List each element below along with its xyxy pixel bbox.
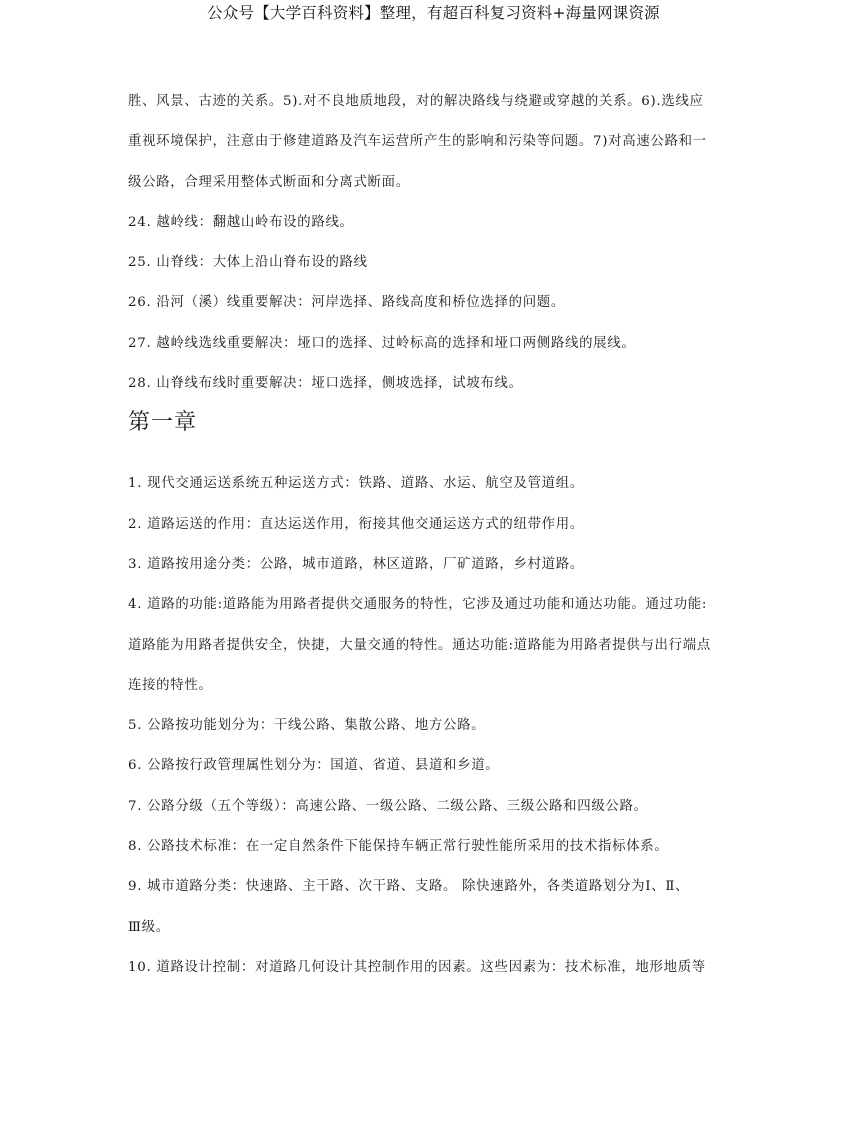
paragraph-line: 连接的特性。 <box>128 677 213 693</box>
list-item-7: 7. 公路分级（五个等级）：高速公路、一级公路、二级公路、三级公路和四级公路。 <box>128 798 648 814</box>
page-header: 公众号【大学百科资料】整理，有超百科复习资料+海量网课资源 <box>207 4 660 22</box>
list-item-27: 27. 越岭线选线重要解决：垭口的选择、过岭标高的选择和垭口两侧路线的展线。 <box>128 335 636 351</box>
list-item-3: 3. 道路按用途分类：公路，城市道路，林区道路，厂矿道路，乡村道路。 <box>128 556 584 572</box>
paragraph-line: 胜、风景、古迹的关系。5).对不良地质地段，对的解决路线与绕避或穿越的关系。6).选线应 <box>128 94 704 109</box>
document-body <box>128 82 748 988</box>
paragraph-line: 道路能为用路者提供安全，快捷，大量交通的特性。通达功能:道路能为用路者提供与出行端点 <box>128 637 711 653</box>
list-item-4: 4. 道路的功能:道路能为用路者提供交通服务的特性，它涉及通过功能和通达功能。通过功能: <box>128 597 708 613</box>
list-item-26: 26. 沿河（溪）线重要解决：河岸选择、路线高度和桥位选择的问题。 <box>128 295 565 311</box>
list-item-1: 1. 现代交通运送系统五种运送方式：铁路、道路、水运、航空及管道组。 <box>128 476 584 492</box>
list-item-10: 10. 道路设计控制：对道路几何设计其控制作用的因素。这些因素为：技术标准，地形地质等 <box>128 959 706 975</box>
list-item-6: 6. 公路按行政管理属性划分为：国道、省道、县道和乡道。 <box>128 758 500 774</box>
paragraph-line: 级公路，合理采用整体式断面和分离式断面。 <box>128 174 410 190</box>
list-item-24: 24. 越岭线：翻越山岭布设的路线。 <box>128 214 354 230</box>
list-item-9: 9. 城市道路分类：快速路、主干路、次干路、支路。 除快速路外，各类道路划分为Ⅰ、Ⅱ、 <box>128 879 690 895</box>
paragraph-line: 重视环境保护，注意由于修建道路及汽车运营所产生的影响和污染等问题。7)对高速公路和一 <box>128 134 707 150</box>
list-item-25: 25. 山脊线：大体上沿山脊布设的路线 <box>128 255 368 271</box>
list-item-28: 28. 山脊线布线时重要解决：垭口选择，侧坡选择，试坡布线。 <box>128 376 523 392</box>
list-item-5: 5. 公路按功能划分为：干线公路、集散公路、地方公路。 <box>128 718 486 734</box>
paragraph-line: Ⅲ级。 <box>128 919 170 935</box>
list-item-8: 8. 公路技术标准：在一定自然条件下能保持车辆正常行驶性能所采用的技术指标体系。 <box>128 839 669 855</box>
chapter-title: 第一章 <box>128 410 198 436</box>
list-item-2: 2. 道路运送的作用：直达运送作用，衔接其他交通运送方式的纽带作用。 <box>128 516 584 532</box>
